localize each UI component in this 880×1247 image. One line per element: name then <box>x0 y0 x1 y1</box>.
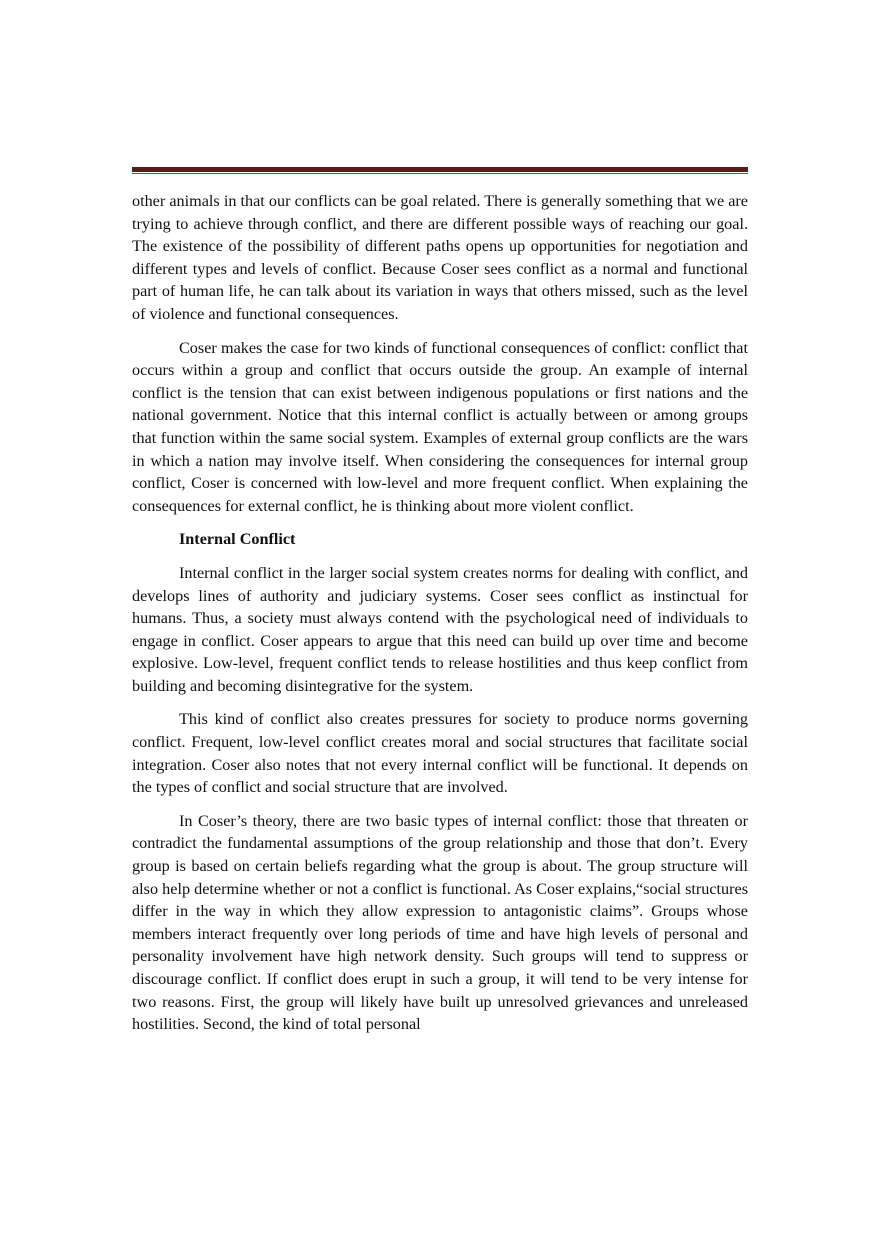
section-heading-internal-conflict: Internal Conflict <box>179 530 296 549</box>
paragraph-continuation: other animals in that our conflicts can be goal related. There is generally something that we are trying to achieve through conflict, and there are different possible ways of reaching our goal. The existence of the possibility of different paths opens up opportunities for negotiation and different types and levels of conflict. Because Coser sees conflict as a normal and functional part of human life, he can talk about its variation in ways that others missed, such as the level of violence and functional consequences. <box>132 192 748 323</box>
page-body <box>132 190 748 1047</box>
paragraph-internal-conflict-norms: Internal conflict in the larger social system creates norms for dealing with conflict, and develops lines of authority and judiciary systems. Coser sees conflict as instinctual for humans. Thus, a society must always contend with the psychological need of individuals to engage in conflict. Coser appears to argue that this need can build up over time and become explosive. Low-level, frequent conflict tends to release hostilities and thus keep conflict from building and becoming disintegrative for the system. <box>132 563 748 695</box>
paragraph-functional-consequences: Coser makes the case for two kinds of functional consequences of conflict: conflict that occurs within a group and conflict that occurs outside the group. An example of internal conflict is the tension that can exist between indigenous populations or first nations and the national government. Notice that this internal conflict is actually between or among groups that function within the same social system. Examples of external group conflicts are the wars in which a nation may involve itself. When considering the consequences for internal group conflict, Coser is concerned with low-level and more frequent conflict. When explaining the consequences for external conflict, he is thinking about more violent conflict. <box>132 338 748 515</box>
paragraph-pressures-norms: This kind of conflict also creates pressures for society to produce norms governing conflict. Frequent, low-level conflict creates moral and social structures that facilitate social integration. Coser also notes that not every internal conflict will be functional. It depends on the types of conflict and social structure that are involved. <box>132 710 748 797</box>
paragraph-two-types: In Coser’s theory, there are two basic types of internal conflict: those that threaten or contradict the fundamental assumptions of the group relationship and those that don’t. Every group is based on certain beliefs regarding what the group is about. The group structure will also help determine whether or not a conflict is functional. As Coser explains,“social structures differ in the way in which they allow expression to antagonistic claims”. Groups whose members interact frequently over long periods of time and have high levels of personal and personality involvement have high network density. Such groups will tend to suppress or discourage conflict. If conflict does erupt in such a group, it will tend to be very intense for two reasons. First, the group will likely have built up unresolved grievances and unreleased hostilities. Second, the kind of total personal <box>132 811 748 1034</box>
header-rule <box>132 167 748 172</box>
header-rule-shadow <box>132 173 748 174</box>
